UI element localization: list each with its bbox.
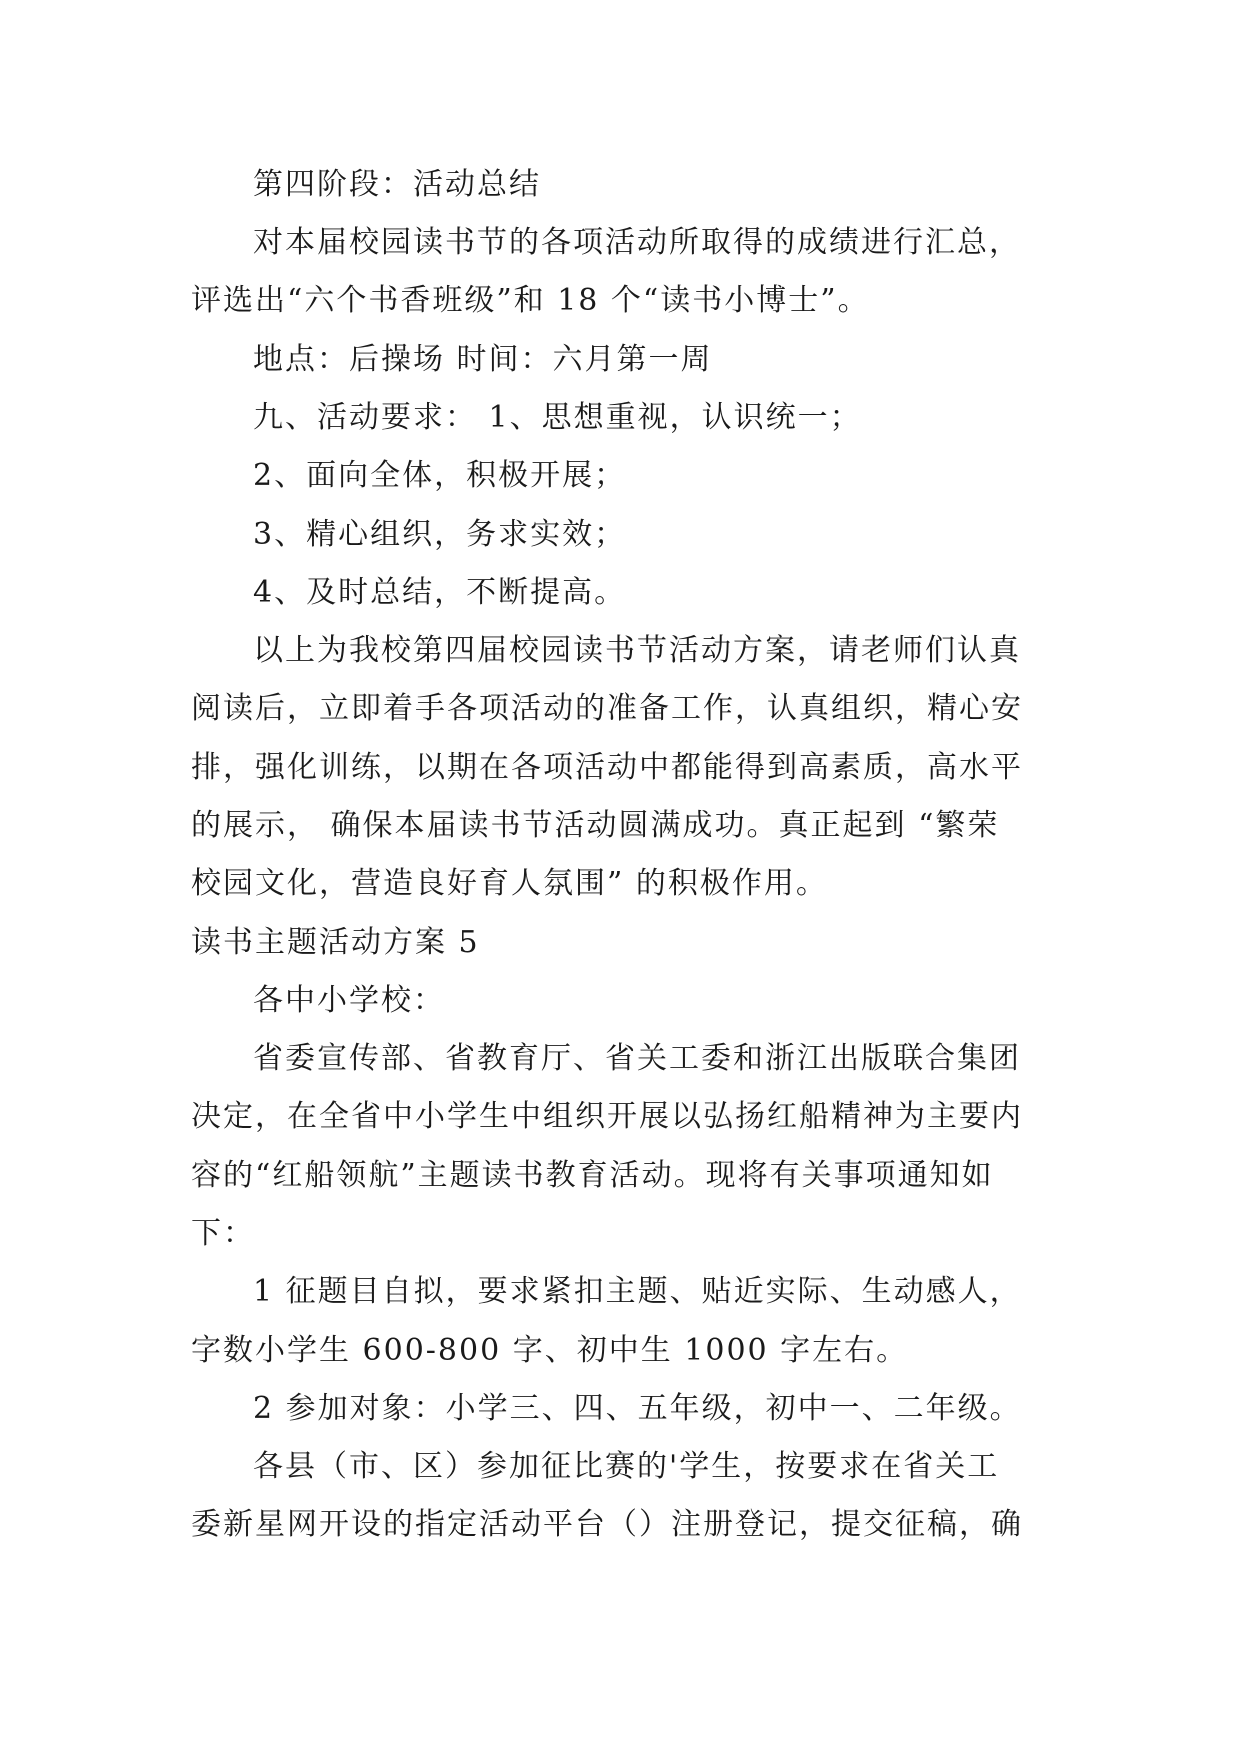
paragraph-line: 下： [191, 1216, 255, 1251]
paragraph-line: 各中小学校： [253, 983, 445, 1018]
paragraph-line: 2 参加对象：小学三、四、五年级，初中一、二年级。 [253, 1391, 1022, 1426]
paragraph-line: 1 征题目自拟，要求紧扣主题、贴近实际、生动感人， [253, 1274, 1022, 1309]
paragraph-line: 各县（市、区）参加征比赛的'学生，按要求在省关工 [253, 1449, 1000, 1484]
paragraph-line: 以上为我校第四届校园读书节活动方案，请老师们认真 [253, 633, 1021, 668]
paragraph-line: 阅读后，立即着手各项活动的准备工作，认真组织，精心安 [191, 691, 1023, 726]
paragraph-line: 的展示， 确保本届读书节活动圆满成功。真正起到 “繁荣 [191, 808, 1000, 843]
paragraph-line: 委新星网开设的指定活动平台（）注册登记，提交征稿，确 [191, 1507, 1023, 1542]
paragraph-line: 3、精心组织，务求实效； [253, 517, 627, 552]
paragraph-line: 4、及时总结，不断提高。 [253, 575, 627, 610]
paragraph-line: 字数小学生 600-800 字、初中生 1000 字左右。 [191, 1333, 909, 1368]
paragraph-line: 排，强化训练，以期在各项活动中都能得到高素质，高水平 [191, 750, 1023, 785]
paragraph-line: 2、面向全体，积极开展； [253, 458, 627, 493]
paragraph-line: 地点：后操场 时间：六月第一周 [253, 342, 713, 377]
paragraph-line: 容的“红船领航”主题读书教育活动。现将有关事项通知如 [191, 1158, 994, 1193]
paragraph-line: 九、活动要求： 1、思想重视，认识统一； [253, 400, 862, 435]
paragraph-line: 省委宣传部、省教育厅、省关工委和浙江出版联合集团 [253, 1041, 1021, 1076]
paragraph-line: 第四阶段：活动总结 [253, 167, 541, 202]
paragraph-line: 评选出“六个书香班级”和 18 个“读书小博士”。 [191, 283, 870, 318]
paragraph-line: 决定，在全省中小学生中组织开展以弘扬红船精神为主要内 [191, 1099, 1023, 1134]
section-heading: 读书主题活动方案 5 [191, 925, 480, 960]
paragraph-line: 校园文化，营造良好育人氛围” 的积极作用。 [191, 866, 828, 901]
paragraph-line: 对本届校园读书节的各项活动所取得的成绩进行汇总， [253, 225, 1021, 260]
